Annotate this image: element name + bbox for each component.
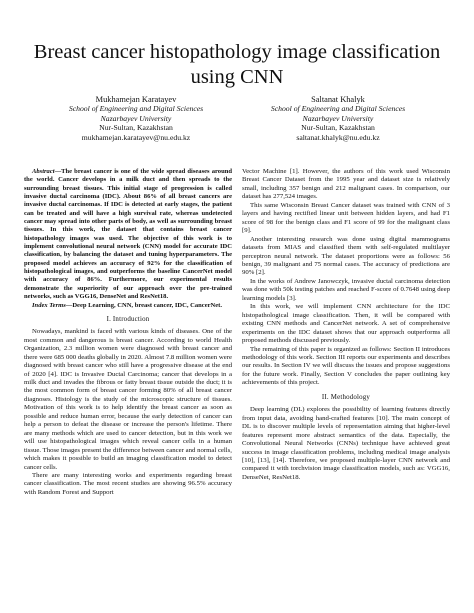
paragraph: Vector Machine [1]. However, the authors of this work used Wisconsin Breast Cancer Dataset from the 1995 year and dataset size is relatively small, including 357 benign and 212 malignant cases. In comparison, our dataset has 277,524 images. — [242, 168, 450, 201]
author-name: Saltanat Khalyk — [311, 95, 365, 104]
paragraph: In the works of Andrew Janowczyk, invasive ductal carcinoma detection was done with 50k testing patches and reached F-score of 0.7648 using deep learning models [3]. — [242, 277, 450, 302]
section-heading-introduction: I. Introduction — [106, 315, 150, 323]
author-city: Nur-Sultan, Kazakhstan — [301, 123, 375, 133]
paragraph: The remaining of this paper is organized as follows: Section II introduces methodology of this work. Section III reports our experiments and describes our results. In Section IV we will discuss the issues and propose suggestions for the future work. Finally, Section V concludes the paper outlining key achievements of this project. — [242, 345, 450, 387]
paragraph: Another interesting research was done using digital mammograms datasets from MIAS and classified them with self-regulated multilayer perceptron neural network. The dataset proportions were as follows: 56 benign, 39 malignant and 75 normal cases. The accuracy of predictions are 90% [2]. — [242, 235, 450, 277]
author-name: Mukhamejan Karatayev — [95, 95, 177, 104]
author-university: Nazarbayev University — [100, 113, 172, 123]
author-dept: School of Engineering and Digital Sciences — [68, 104, 204, 114]
paragraph: Deep learning (DL) explores the possibility of learning features directly from input data, avoiding hand-crafted features [10]. The main concept of DL is to discover multiple levels of representation aiming that higher-level features represent more abstract semantics of the data. Especially, the Convolutional Neural Networks (CNNs) technique have achieved great success in image classification problems, including medical image analysis [10], [13], [14]. Therefore, we proposed multiple-layer CNN network and compared it with torchvision image classification models, such as: VGG16, DenseNet, ResNet18. — [242, 406, 450, 481]
index-terms — [24, 302, 232, 310]
paragraph: Nowadays, mankind is faced with various kinds of diseases. One of the most common and dangerous is breast cancer. According to world Health Organization, 2.3 million women were diagnosed with breast cancer and there were 685 000 deaths globally in 2020. Almost 7.8 million women were diagnosed with breast cancer who still have a progressive disease at the end of 2020 [4]. IDC is Invasive Ductal Carcinoma; cancer that develops in a milk duct and invades the fibrous or fatty breast tissue outside the duct; it is the most common form of breast cancer forming 80% of all breast cancer diagnoses. Histology is the study of the microscopic structure of tissues. Motivation of this work is to help identify the breast cancer as soon as possible and reduce human error, because the early detection of cancer can help a person to defeat the disease or increase the person's lifetime. There are many methods which are used to cancer detection, but in this work we will use histopathological images which reveal cancer cells in a human tissue. Those images present the difference between cancer and normal cells, which makes it possible to build an imaging classification model to detect cancer cells. — [24, 328, 232, 471]
left-column — [24, 168, 232, 497]
paragraph: In this work, we will implement CNN architecture for the IDC histopathological image classification. Then, it will be compared with existing CNN methods and CancerNet network. A set of comprehensive experiments on the IDC dataset shows that our approach outperforms all proposed methods discussed previously. — [242, 303, 450, 345]
author-dept: School of Engineering and Digital Sciences — [270, 104, 406, 114]
author-university: Nazarbayev University — [302, 113, 374, 123]
abstract — [24, 168, 232, 302]
author-city: Nur-Sultan, Kazakhstan — [99, 123, 173, 133]
paragraph: This same Wisconsin Breast Cancer dataset was trained with CNN of 3 layers and having rectified linear unit between hidden layers, and had F1 score of 98 for the benign class and F1 score of 99 for the malignant class [9]. — [242, 201, 450, 235]
abstract-label: Abstract — [32, 168, 55, 175]
author-email: saltanat.khalyk@nu.edu.kz — [296, 132, 380, 142]
paragraph: There are many interesting works and experiments regarding breast cancer classification. The most recent studies are showing 96.5% accuracy with Random Forest and Support — [24, 472, 232, 496]
author-block-1 — [36, 95, 236, 142]
paper-title: Breast cancer histopathology image classification using CNN — [33, 41, 441, 88]
author-block-2 — [238, 95, 438, 142]
abstract-text: —The breast cancer is one of the wide spread diseases around the world. Cancer develops in a milk duct and then spreads to the surrounding breast tissues. This initial stage of progression is called invasive ductal carcinoma (IDC). About 86% of all breast cancers are invasive ductal carcinomas. If IDC is detected at early stages, the patient can be treated and will have a high survival rate, whereas undetected cancer may spread into other parts of body, as well as surrounding breast tissues. In this work, the dataset that contains breast cancer histopathology images was used. The objective of this work is to implement convolutional neural network (CNN) model for accurate IDC classification, by balancing the dataset and tuning hyperparameters. The proposed model achieves an accuracy of 92% for the classification of histopathological images, and outperforms the baseline CancerNet model with accuracy of 86%. Furthermore, our experimental results demonstrate the superiority of our approach over the pre-trained networks, such as VGG16, DenseNet and ResNet18. — [24, 168, 232, 301]
section-heading-methodology: II. Methodology — [321, 393, 371, 401]
index-terms-text: —Deep Learning, CNN, breast cancer, IDC, CancerNet. — [65, 301, 222, 309]
author-email: mukhamejan.karatayev@nu.edu.kz — [81, 132, 191, 142]
index-terms-label: Index Terms — [32, 301, 66, 309]
right-column — [242, 168, 450, 482]
